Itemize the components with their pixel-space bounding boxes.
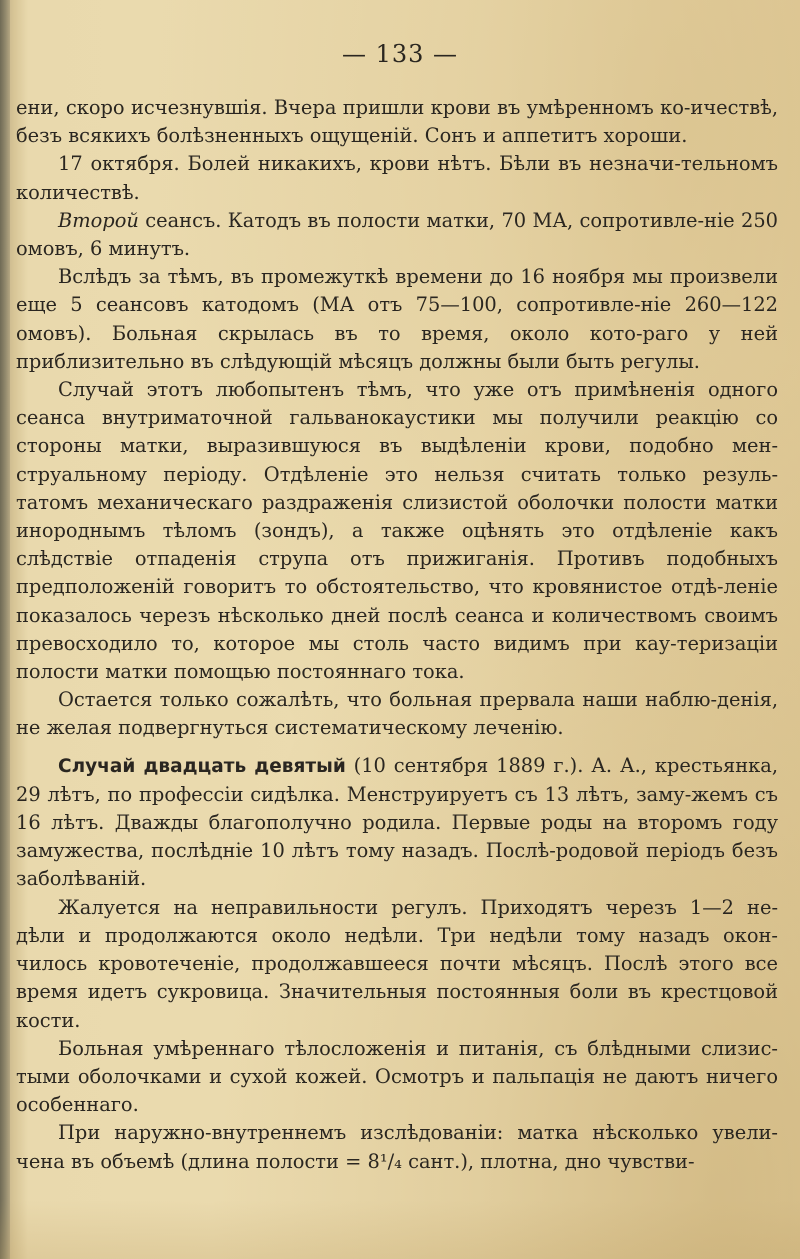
paragraph-4 bbox=[16, 263, 778, 376]
paragraph-2 bbox=[16, 150, 778, 206]
book-spine-shadow bbox=[0, 0, 10, 1259]
paragraph-9-text: Больная умѣреннаго тѣлосложенія и питанія, съ блѣдными слизис-тыми оболочками и сухой кожей. Осмотръ и пальпація не даютъ ничего особеннаго. bbox=[16, 1036, 778, 1117]
paragraph-3 bbox=[16, 207, 778, 263]
paragraph-6 bbox=[16, 686, 778, 742]
paragraph-10-text: При наружно-внутреннемъ изслѣдованіи: матка нѣсколько увели-чена въ объемѣ (длина полости = 8¹/₄ сант.), плотна, дно чувстви- bbox=[16, 1121, 778, 1173]
paragraph-8-text: Жалуется на неправильности регулъ. Приходятъ черезъ 1—2 не-дѣли и продолжаются около недѣли. Три недѣли тому назадъ окон-чилось кровотеченіе, продолжавшееся почти мѣсяцъ. Послѣ этого все время идетъ сукровица. Значительныя постоянныя боли въ крестцовой кости. bbox=[16, 895, 778, 1032]
case-heading: Случай двадцать девятый bbox=[58, 755, 346, 777]
paragraph-7-text: (10 сентября 1889 г.). А. А., крестьянка, 29 лѣтъ, по профессіи сидѣлка. Менструируетъ съ 13 лѣтъ, заму-жемъ съ 16 лѣтъ. Дважды благополучно родила. Первые роды на второмъ году замужества, послѣдніе 10 лѣтъ тому назадъ. Послѣ-родовой періодъ безъ заболѣваній. bbox=[16, 753, 778, 891]
page-number: — 133 — bbox=[341, 40, 459, 68]
paragraph-3-text: сеансъ. Катодъ въ полости матки, 70 МА, сопротивле-ніе 250 омовъ, 6 минутъ. bbox=[16, 208, 778, 261]
paragraph-2-text: 17 октября. Болей никакихъ, крови нѣтъ. Бѣли въ незначи-тельномъ количествѣ. bbox=[16, 152, 778, 204]
paragraph-4-text: Вслѣдъ за тѣмъ, въ промежуткѣ времени до 16 ноября мы произвели еще 5 сеансовъ катодомъ (МА отъ 75—100, сопротивле-ніе 260—122 омовъ). Больная скрылась въ то время, около кото-раго у ней приблизительно въ слѣдующій мѣсяцъ должны были быть регулы. bbox=[16, 265, 778, 373]
paragraph-10 bbox=[16, 1119, 778, 1175]
paragraph-3-emphasis: Второй bbox=[58, 208, 139, 232]
paragraph-6-text: Остается только сожалѣть, что больная прервала наши наблю-денія, не желая подвергнуться систематическому леченію. bbox=[16, 688, 778, 740]
paragraph-1 bbox=[16, 94, 778, 150]
paragraph-8 bbox=[16, 894, 778, 1035]
case-heading-paragraph bbox=[16, 752, 778, 894]
paragraph-9 bbox=[16, 1035, 778, 1120]
paragraph-5 bbox=[16, 376, 778, 686]
paragraph-5-text: Случай этотъ любопытенъ тѣмъ, что уже отъ примѣненія одного сеанса внутриматочной гальванокаустики мы получили реакцію со стороны матки, выразившуюся въ выдѣленіи крови, подобно мен-струальному періоду. Отдѣленіе это нельзя считать только резуль-татомъ механическаго раздраженія слизистой оболочки полости матки инороднымъ тѣломъ (зондъ), а также оцѣнять это отдѣленіе какъ слѣдствіе отпаденія струпа отъ прижиганія. Противъ подобныхъ предположеній говоритъ то обстоятельство, что кровянистое отдѣ-леніе показалось черезъ нѣсколько дней послѣ сеанса и количествомъ своимъ превосходило то, которое мы столь часто видимъ при кау-теризаціи полости матки помощью постояннаго тока. bbox=[16, 378, 778, 684]
body-text bbox=[16, 94, 778, 1176]
paragraph-1-text: ени, скоро исчезнувшія. Вчера пришли крови въ умѣренномъ ко-ичествѣ, безъ всякихъ болѣзненныхъ ощущеній. Сонъ и аппетитъ хороши. bbox=[16, 96, 778, 148]
page-bottom-shade bbox=[0, 1200, 800, 1259]
